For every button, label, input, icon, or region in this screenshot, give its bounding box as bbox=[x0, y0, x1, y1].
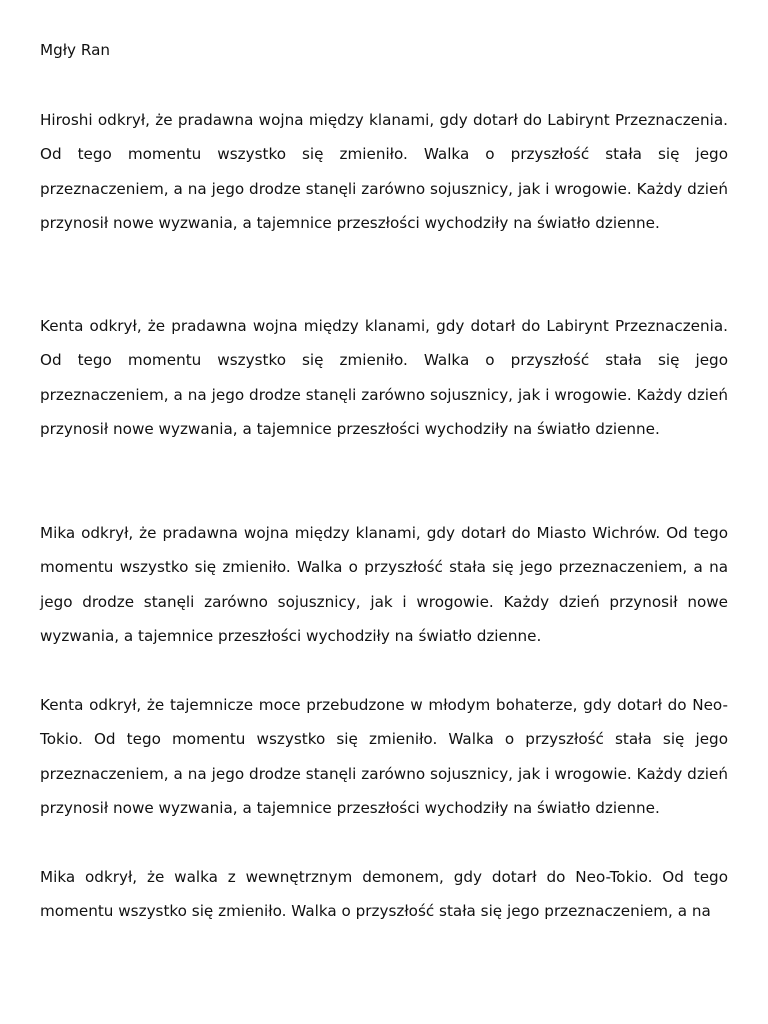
paragraph: Kenta odkrył, że tajemnicze moce przebudzone w młodym bohaterze, gdy dotarł do Neo-Tokio. Od tego momentu wszystko się zmieniło. Walka o przyszłość stała się jego przeznaczeniem, a na jego drodze stanęli zarówno sojusznicy, jak i wrogowie. Każdy dzień przynosił nowe wyzwania, a tajemnice przeszłości wychodziły na światło dzienne. bbox=[40, 696, 728, 818]
paragraph: Mika odkrył, że walka z wewnętrznym demonem, gdy dotarł do Neo-Tokio. Od tego momentu wszystko się zmieniło. Walka o przyszłość stała się jego przeznaczeniem, a na bbox=[40, 868, 728, 921]
paragraph: Hiroshi odkrył, że pradawna wojna między klanami, gdy dotarł do Labirynt Przeznaczenia. Od tego momentu wszystko się zmieniło. Walka o przyszłość stała się jego przeznaczeniem, a na jego drodze stanęli zarówno sojusznicy, jak i wrogowie. Każdy dzień przynosił nowe wyzwania, a tajemnice przeszłości wychodziły na światło dzienne. bbox=[40, 111, 728, 233]
document-title: Mgły Ran bbox=[40, 41, 111, 59]
paragraph: Mika odkrył, że pradawna wojna między klanami, gdy dotarł do Miasto Wichrów. Od tego momentu wszystko się zmieniło. Walka o przyszłość stała się jego przeznaczeniem, a na jego drodze stanęli zarówno sojusznicy, jak i wrogowie. Każdy dzień przynosił nowe wyzwania, a tajemnice przeszłości wychodziły na światło dzienne. bbox=[40, 524, 728, 646]
paragraph: Kenta odkrył, że pradawna wojna między klanami, gdy dotarł do Labirynt Przeznaczenia. Od tego momentu wszystko się zmieniło. Walka o przyszłość stała się jego przeznaczeniem, a na jego drodze stanęli zarówno sojusznicy, jak i wrogowie. Każdy dzień przynosił nowe wyzwania, a tajemnice przeszłości wychodziły na światło dzienne. bbox=[40, 317, 728, 439]
